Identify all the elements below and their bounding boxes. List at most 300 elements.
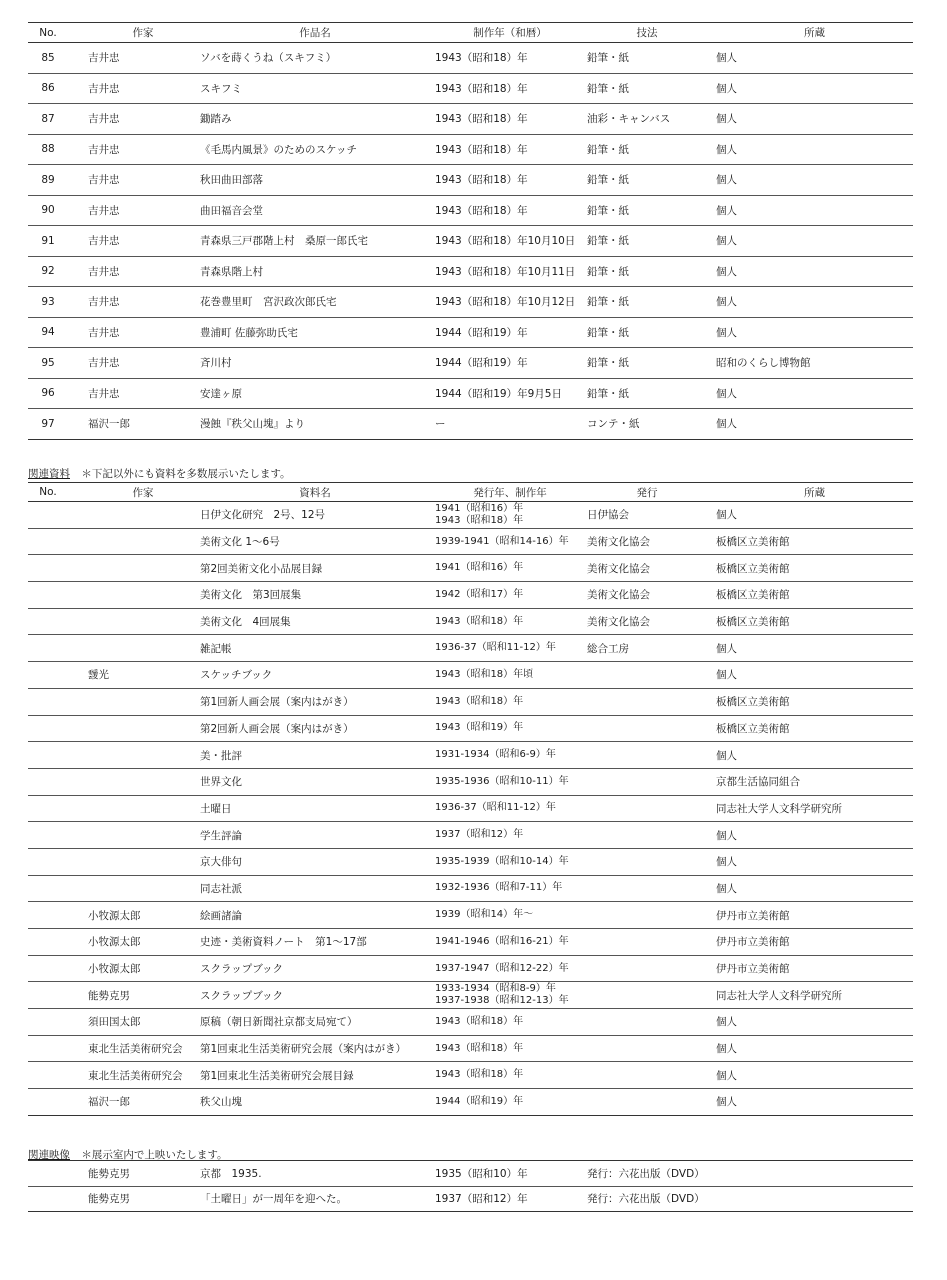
year-line: 1936-37（昭和11-12）年 [435,802,556,814]
year-line: 1939-1941（昭和14-16）年 [435,535,569,547]
table-row [28,876,913,903]
title-cell: 青森県階上村 [200,265,263,278]
no-cell: 97 [41,417,55,430]
year-cell [435,529,585,555]
title-cell: 花巻豊里町 宮沢政次郎氏宅 [200,296,337,309]
collection-cell: 伊丹市立美術館 [716,936,790,949]
publisher-cell: 美術文化協会 [587,536,650,549]
table-row [28,104,913,135]
title-cell: スクラップブック [200,989,284,1002]
table-row [28,929,913,956]
collection-cell: 京都生活協同組合 [716,776,800,789]
title-cell: 美術文化 4回展集 [200,616,291,629]
artist-cell: 吉井忠 [88,82,120,95]
table-row [28,135,913,166]
collection-cell: 個人 [716,235,737,248]
year-line: 1943（昭和18）年 [435,615,524,627]
collection-cell: 同志社大学人文科学研究所 [716,989,842,1002]
technique-cell: 鉛筆・紙 [587,296,629,309]
table-row [28,1036,913,1063]
year-cell [435,769,585,795]
year-line: 1939（昭和14）年～ [435,909,534,921]
publisher-cell: 美術文化協会 [587,589,650,602]
artist-cell [88,689,198,715]
no-cell [28,929,68,955]
year-line: 1944（昭和19）年 [435,1095,524,1107]
column-header: No. [39,26,57,39]
title-cell: 曲田福音会堂 [200,204,263,217]
no-cell: 85 [41,51,55,64]
year-line: 1937-1947（昭和12-22）年 [435,962,569,974]
title-cell: 京大俳句 [200,856,242,869]
collection-cell: 個人 [716,52,737,65]
artist-cell [88,769,198,795]
technique-cell: 鉛筆・紙 [587,387,629,400]
artist-cell: 小牧源太郎 [88,963,141,976]
title-cell: 原稿（朝日新聞社京都支局宛て） [200,1016,358,1029]
artist-cell: 東北生活美術研究会 [88,1069,183,1082]
year-line: 1943（昭和18）年 [435,1042,524,1054]
year-cell [435,876,585,902]
no-cell [28,689,68,715]
publisher-cell: 総合工房 [587,642,629,655]
no-cell: 91 [41,234,55,247]
year-cell [435,662,585,688]
table-row [28,609,913,636]
no-cell [28,635,68,661]
table-header-row [28,22,913,43]
films-table [28,1160,913,1212]
title-cell: 絵画諸論 [200,909,242,922]
artist-cell: 吉井忠 [88,235,120,248]
materials-note-text: ＊下記以外にも資料を多数展示いたします。 [81,468,291,480]
no-cell [28,876,68,902]
year-cell [435,689,585,715]
title-cell: 秋田曲田部落 [200,174,263,187]
collection-cell: 板橋区立美術館 [716,722,790,735]
no-cell [28,769,68,795]
no-cell [28,1089,68,1115]
table-row [28,956,913,983]
artist-cell: 吉井忠 [88,387,120,400]
collection-cell: 板橋区立美術館 [716,616,790,629]
collection-cell: 個人 [716,749,737,762]
year-line: 1933-1934（昭和8-9）年 [435,983,556,995]
publisher-cell [587,822,707,848]
year-line: 1941（昭和16）年 [435,502,524,514]
collection-cell: 個人 [716,296,737,309]
column-header: 制作年（和暦） [473,27,547,39]
no-cell [28,742,68,768]
year-line: 1943（昭和19）年 [435,722,524,734]
table-row [28,409,913,440]
table-row [28,1089,913,1116]
year-cell [435,822,585,848]
title-cell: 青森県三戸郡階上村 桑原一郎氏宅 [200,235,368,248]
no-cell: 87 [41,112,55,125]
year-line: 1937-1938（昭和12-13）年 [435,995,569,1007]
table-row [28,502,913,529]
publisher-cell [587,716,707,742]
year-cell [435,582,585,608]
artist-cell [88,796,198,822]
year-cell [435,982,585,1008]
technique-cell: 鉛筆・紙 [587,143,629,156]
collection-cell: 個人 [716,418,737,431]
collection-cell: 伊丹市立美術館 [716,963,790,976]
collection-cell: 個人 [716,669,737,682]
materials-note [28,466,291,481]
no-cell: 94 [41,326,55,339]
year-line: 1942（昭和17）年 [435,588,524,600]
title-cell: 秩父山塊 [200,1096,242,1109]
artist-cell [88,529,198,555]
column-header: 作品名 [299,27,331,39]
table-row [28,555,913,582]
no-cell [28,1009,68,1035]
table-row [28,226,913,257]
column-header: 所蔵 [804,27,825,39]
publisher-cell: 発行：六花出版（DVD） [587,1167,705,1180]
no-cell [28,609,68,635]
artist-cell: 吉井忠 [88,296,120,309]
artist-cell [88,876,198,902]
films-note-label: 関連映像 [28,1149,70,1161]
collection-cell: 板橋区立美術館 [716,536,790,549]
table-row [28,662,913,689]
no-cell [28,982,68,1008]
artist-cell: 小牧源太郎 [88,936,141,949]
year-cell [435,956,585,982]
table-row [28,796,913,823]
table-row [28,635,913,662]
collection-cell: 個人 [716,642,737,655]
title-cell: 雑記帳 [200,642,232,655]
title-cell: 斉川村 [200,357,232,370]
table-row [28,849,913,876]
year-line: 1937（昭和12）年 [435,829,524,841]
year-cell [435,635,585,661]
artist-cell [88,742,198,768]
title-cell: 第1回東北生活美術研究会展目録 [200,1069,354,1082]
table-row [28,379,913,410]
title-cell: 第2回美術文化小品展目録 [200,562,323,575]
table-row [28,716,913,743]
title-cell: 同志社派 [200,882,242,895]
year-cell: 1943（昭和18）年10月10日 [435,235,576,248]
publisher-cell: 美術文化協会 [587,562,650,575]
collection-cell: 同志社大学人文科学研究所 [716,802,842,815]
technique-cell: 鉛筆・紙 [587,326,629,339]
publisher-cell [587,769,707,795]
no-cell: 86 [41,82,55,95]
artist-cell: 吉井忠 [88,357,120,370]
title-cell: スケッチブック [200,669,273,682]
films-note-text: ＊展示室内で上映いたします。 [81,1149,228,1161]
no-cell [28,502,68,528]
column-header: 発行 [636,486,658,499]
title-cell: 美術文化 第3回展集 [200,589,302,602]
no-cell: 96 [41,387,55,400]
table-row [28,43,913,74]
collection-cell: 個人 [716,387,737,400]
materials-note-label: 関連資料 [28,468,70,480]
publisher-cell [587,742,707,768]
technique-cell: 鉛筆・紙 [587,174,629,187]
no-cell: 89 [41,173,55,186]
artist-cell: 須田国太郎 [88,1016,141,1029]
year-cell [435,1036,585,1062]
collection-cell: 個人 [716,113,737,126]
no-cell: 93 [41,295,55,308]
year-cell: 1943（昭和18）年10月11日 [435,265,576,278]
table-row [28,822,913,849]
no-cell [28,716,68,742]
no-cell [28,582,68,608]
collection-cell: 個人 [716,829,737,842]
artist-cell [88,849,198,875]
publisher-cell: 美術文化協会 [587,616,650,629]
no-cell: 90 [41,204,55,217]
column-header: 作家 [132,486,154,499]
table-row [28,529,913,556]
artist-cell: 吉井忠 [88,265,120,278]
publisher-cell [587,849,707,875]
column-header: 所蔵 [804,486,825,499]
artist-cell: 東北生活美術研究会 [88,1043,183,1056]
table-row [28,165,913,196]
year-line: 1941（昭和16）年 [435,562,524,574]
year-cell [435,555,585,581]
year-cell [435,502,585,528]
table-row [28,74,913,105]
no-cell: 95 [41,356,55,369]
table-row [28,982,913,1009]
title-cell: 世界文化 [200,776,242,789]
title-cell: 美術文化 1～6号 [200,536,280,549]
no-cell [28,849,68,875]
title-cell: 《毛馬内風景》のためのスケッチ [200,143,357,156]
collection-cell: 個人 [716,1096,737,1109]
no-cell [28,902,68,928]
year-cell [435,849,585,875]
year-cell [435,1089,585,1115]
publisher-cell [587,956,707,982]
title-cell: 京都 1935. [200,1167,262,1180]
no-cell: 92 [41,265,55,278]
year-cell: 1943（昭和18）年 [435,143,528,156]
publisher-cell [587,982,707,1008]
technique-cell: 鉛筆・紙 [587,357,629,370]
collection-cell: 板橋区立美術館 [716,696,790,709]
year-line: 1943（昭和18）年 [435,514,524,526]
artist-cell: 吉井忠 [88,204,120,217]
year-line: 1935-1936（昭和10-11）年 [435,775,569,787]
year-cell: 1943（昭和18）年 [435,174,528,187]
title-cell: ソバを蒔くうね（スキフミ） [200,52,337,65]
no-cell [28,662,68,688]
table-row [28,582,913,609]
title-cell: 第1回新人画会展（案内はがき） [200,696,354,709]
artist-cell: 吉井忠 [88,143,120,156]
publisher-cell [587,662,707,688]
year-cell [435,1062,585,1088]
year-cell: 1935（昭和10）年 [435,1167,528,1180]
materials-table [28,482,913,1116]
table-row [28,348,913,379]
year-cell [435,902,585,928]
collection-cell: 昭和のくらし博物館 [716,357,811,370]
collection-cell: 板橋区立美術館 [716,562,790,575]
artist-cell: 小牧源太郎 [88,909,141,922]
year-cell: 1943（昭和18）年 [435,113,528,126]
year-cell: 1943（昭和18）年 [435,204,528,217]
artist-cell: 能勢克男 [88,989,130,1002]
table-row [28,257,913,288]
year-cell [435,742,585,768]
year-cell [435,796,585,822]
table-row [28,287,913,318]
title-cell: 美・批評 [200,749,242,762]
collection-cell: 個人 [716,204,737,217]
collection-cell: 個人 [716,509,737,522]
publisher-cell [587,796,707,822]
year-cell: 1944（昭和19）年 [435,357,528,370]
no-cell [28,529,68,555]
title-cell: 日伊文化研究 2号、12号 [200,509,326,522]
technique-cell: 鉛筆・紙 [587,52,629,65]
publisher-cell [587,902,707,928]
year-cell [435,1009,585,1035]
table-row [28,689,913,716]
artist-cell: 福沢一郎 [88,1096,130,1109]
artist-cell [88,635,198,661]
title-cell: 第2回新人画会展（案内はがき） [200,722,354,735]
year-cell: 1944（昭和19）年 [435,326,528,339]
artist-cell: 靉光 [88,669,109,682]
publisher-cell [587,689,707,715]
no-cell [28,555,68,581]
title-cell: 鋤踏み [200,113,232,126]
publisher-cell: 発行：六花出版（DVD） [587,1193,705,1206]
publisher-cell [587,929,707,955]
year-line: 1932-1936（昭和7-11）年 [435,882,563,894]
year-line: 1931-1934（昭和6-9）年 [435,749,556,761]
artist-cell: 吉井忠 [88,52,120,65]
collection-cell: 個人 [716,143,737,156]
table-row [28,902,913,929]
year-cell: 1943（昭和18）年 [435,52,528,65]
publisher-cell [587,1062,707,1088]
artist-cell [88,582,198,608]
title-cell: 豊浦町 佐藤弥助氏宅 [200,326,298,339]
publisher-cell [587,1036,707,1062]
artist-cell: 能勢克男 [88,1193,130,1206]
technique-cell: 油彩・キャンバス [587,113,671,126]
year-cell: 1944（昭和19）年9月5日 [435,387,562,400]
title-cell: 学生評論 [200,829,242,842]
column-header: 作家 [132,27,154,39]
column-header: No. [39,486,57,498]
technique-cell: 鉛筆・紙 [587,265,629,278]
table-row [28,1009,913,1036]
year-line: 1941-1946（昭和16-21）年 [435,935,569,947]
artist-cell: 吉井忠 [88,174,120,187]
no-cell [28,956,68,982]
technique-cell: コンテ・紙 [587,418,640,431]
collection-cell: 個人 [716,882,737,895]
artist-cell: 能勢克男 [88,1167,130,1180]
collection-cell: 個人 [716,1043,737,1056]
year-cell: 1937（昭和12）年 [435,1193,528,1206]
artist-cell [88,716,198,742]
technique-cell: 鉛筆・紙 [587,235,629,248]
title-cell: 土曜日 [200,802,232,815]
collection-cell: 個人 [716,174,737,187]
year-line: 1936-37（昭和11-12）年 [435,642,556,654]
column-header: 技法 [636,27,658,39]
artist-cell: 吉井忠 [88,113,120,126]
year-line: 1943（昭和18）年頃 [435,668,534,680]
artist-cell [88,502,198,528]
year-line: 1943（昭和18）年 [435,695,524,707]
year-line: 1943（昭和18）年 [435,1015,524,1027]
title-cell: スキフミ [200,82,242,95]
collection-cell: 個人 [716,1016,737,1029]
publisher-cell: 日伊協会 [587,509,629,522]
collection-cell: 個人 [716,82,737,95]
table-row [28,196,913,227]
title-cell: 「土曜日」が一周年を迎へた。 [200,1193,347,1206]
artist-cell: 福沢一郎 [88,418,130,431]
collection-cell: 個人 [716,856,737,869]
artist-cell [88,555,198,581]
collection-cell: 板橋区立美術館 [716,589,790,602]
table-row [28,1187,913,1213]
no-cell [28,822,68,848]
year-cell [435,609,585,635]
no-cell [28,1036,68,1062]
collection-cell: 個人 [716,1069,737,1082]
artist-cell: 吉井忠 [88,326,120,339]
title-cell: 第1回東北生活美術研究会展（案内はがき） [200,1043,407,1056]
year-cell: ー [435,418,446,431]
technique-cell: 鉛筆・紙 [587,82,629,95]
table-row [28,742,913,769]
title-cell: 史迹・美術資料ノート 第1～17部 [200,936,367,949]
artworks-table [28,22,913,440]
table-row [28,1062,913,1089]
title-cell: 漫蝕『秩父山塊』より [200,418,305,431]
publisher-cell [587,1089,707,1115]
year-cell: 1943（昭和18）年 [435,82,528,95]
publisher-cell [587,876,707,902]
no-cell [28,796,68,822]
no-cell: 88 [41,143,55,156]
artist-cell [88,609,198,635]
year-line: 1943（昭和18）年 [435,1069,524,1081]
year-cell [435,716,585,742]
no-cell [28,1062,68,1088]
artist-cell [88,822,198,848]
table-header-row [28,482,913,502]
column-header: 発行年、制作年 [473,486,547,499]
year-line: 1935-1939（昭和10-14）年 [435,855,569,867]
table-row [28,769,913,796]
title-cell: 安達ヶ原 [200,387,242,400]
technique-cell: 鉛筆・紙 [587,204,629,217]
collection-cell: 個人 [716,265,737,278]
